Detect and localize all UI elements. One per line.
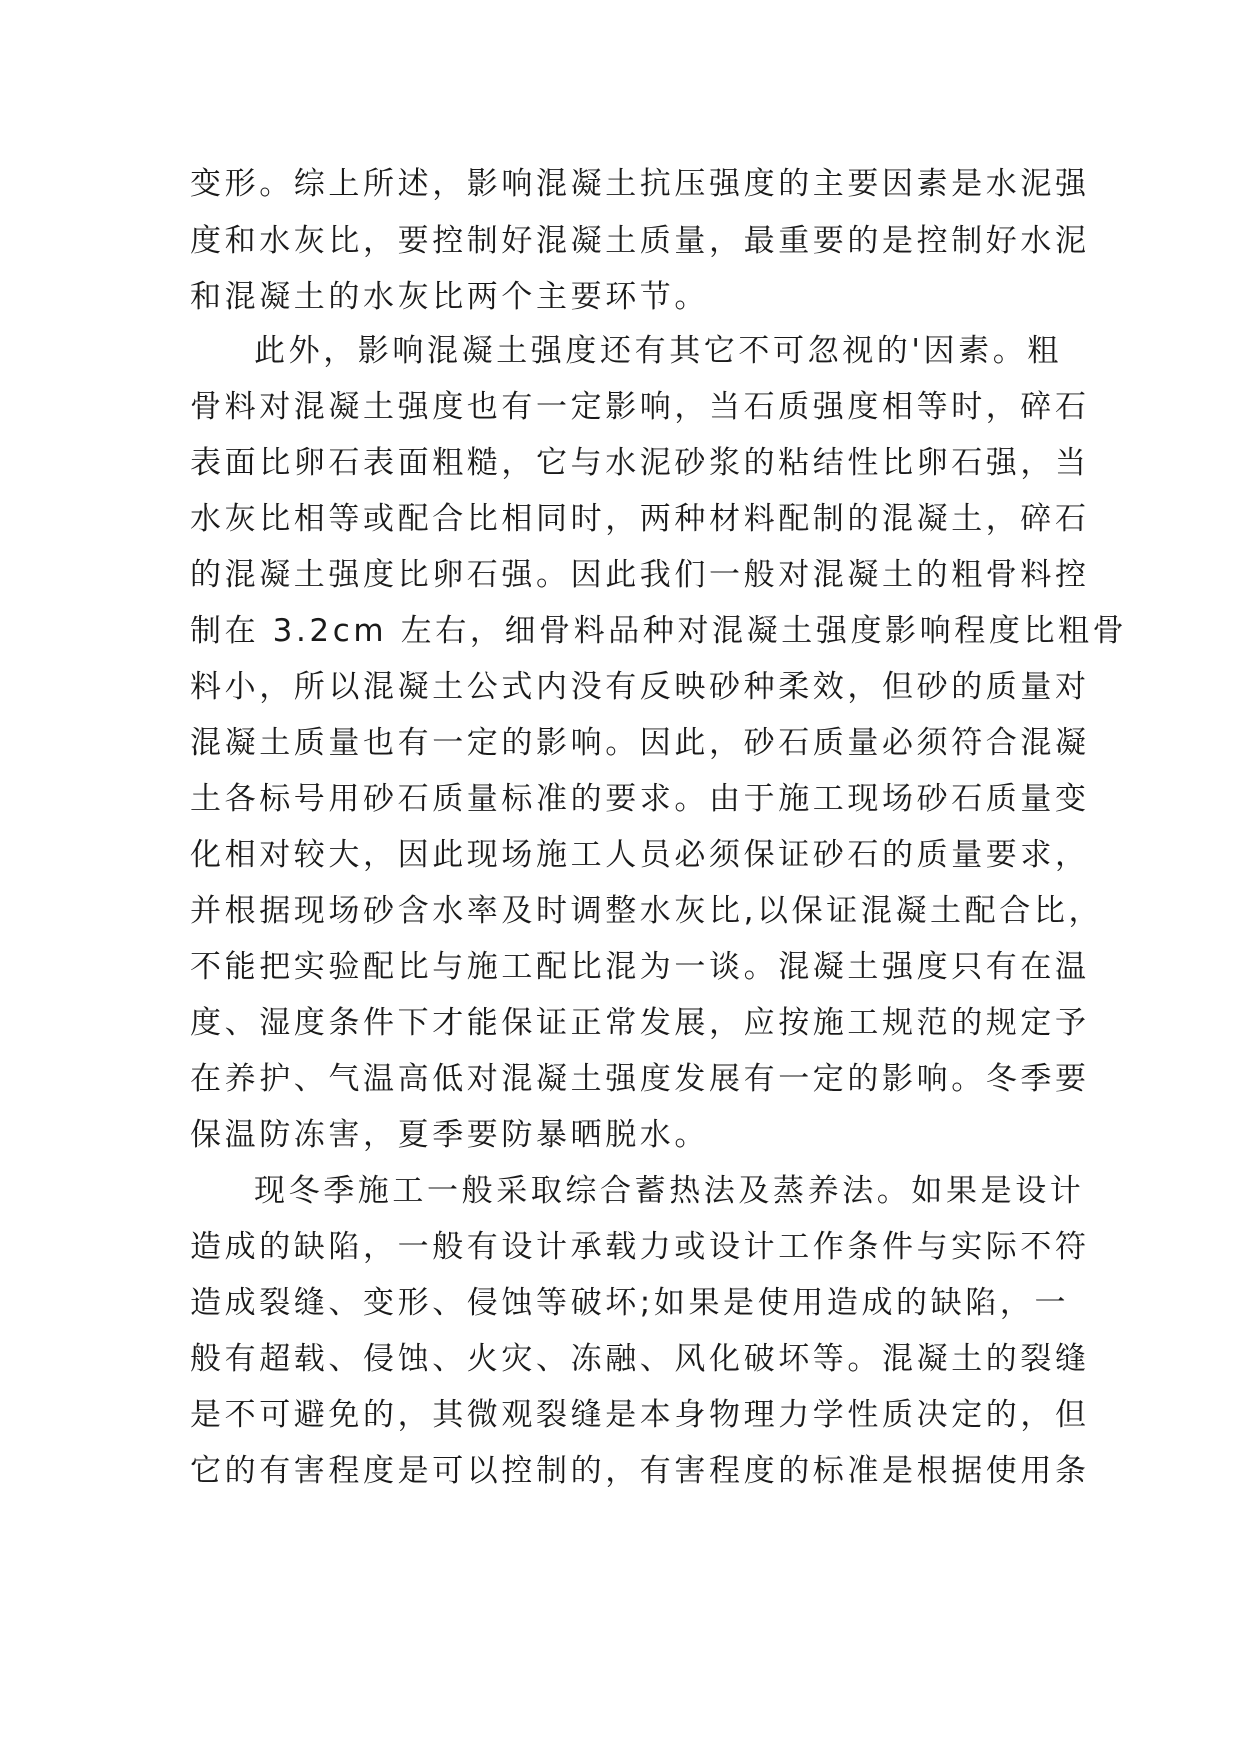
text-line: 它的有害程度是可以控制的，有害程度的标准是根据使用条 [190,1453,1090,1489]
text-line: 和混凝土的水灰比两个主要环节。 [190,279,709,315]
text-line: 在养护、气温高低对混凝土强度发展有一定的影响。冬季要 [190,1061,1090,1097]
text-line: 造成的缺陷，一般有设计承载力或设计工作条件与实际不符 [190,1229,1090,1265]
text-line: 并根据现场砂含水率及时调整水灰比,以保证混凝土配合比， [190,893,1104,929]
text-line: 变形。综上所述，影响混凝土抗压强度的主要因素是水泥强 [190,166,1090,202]
text-line: 骨料对混凝土强度也有一定影响，当石质强度相等时，碎石 [190,389,1090,425]
text-line: 造成裂缝、变形、侵蚀等破坏;如果是使用造成的缺陷，一 [190,1285,1070,1321]
text-line: 表面比卵石表面粗糙，它与水泥砂浆的粘结性比卵石强，当 [190,445,1090,481]
text-line: 的混凝土强度比卵石强。因此我们一般对混凝土的粗骨料控 [190,557,1090,593]
text-line: 度、湿度条件下才能保证正常发展，应按施工规范的规定予 [190,1005,1090,1041]
text-line: 料小，所以混凝土公式内没有反映砂种柔效，但砂的质量对 [190,669,1090,705]
text-line: 化相对较大，因此现场施工人员必须保证砂石的质量要求， [190,837,1090,873]
text-line: 混凝土质量也有一定的影响。因此，砂石质量必须符合混凝 [190,725,1090,761]
paragraph-first-line: 现冬季施工一般采取综合蓄热法及蒸养法。如果是设计 [254,1173,1085,1209]
text-line: 是不可避免的，其微观裂缝是本身物理力学性质决定的，但 [190,1397,1090,1433]
text-line: 土各标号用砂石质量标准的要求。由于施工现场砂石质量变 [190,781,1090,817]
text-line: 制在 3.2cm 左右，细骨料品种对混凝土强度影响程度比粗骨 [190,613,1128,649]
text-line: 度和水灰比，要控制好混凝土质量，最重要的是控制好水泥 [190,223,1090,259]
paragraph-first-line: 此外，影响混凝土强度还有其它不可忽视的'因素。粗 [254,333,1062,369]
text-line: 水灰比相等或配合比相同时，两种材料配制的混凝土，碎石 [190,501,1090,537]
text-line: 不能把实验配比与施工配比混为一谈。混凝土强度只有在温 [190,949,1090,985]
text-line: 般有超载、侵蚀、火灾、冻融、风化破坏等。混凝土的裂缝 [190,1341,1090,1377]
text-line: 保温防冻害，夏季要防暴晒脱水。 [190,1117,709,1153]
